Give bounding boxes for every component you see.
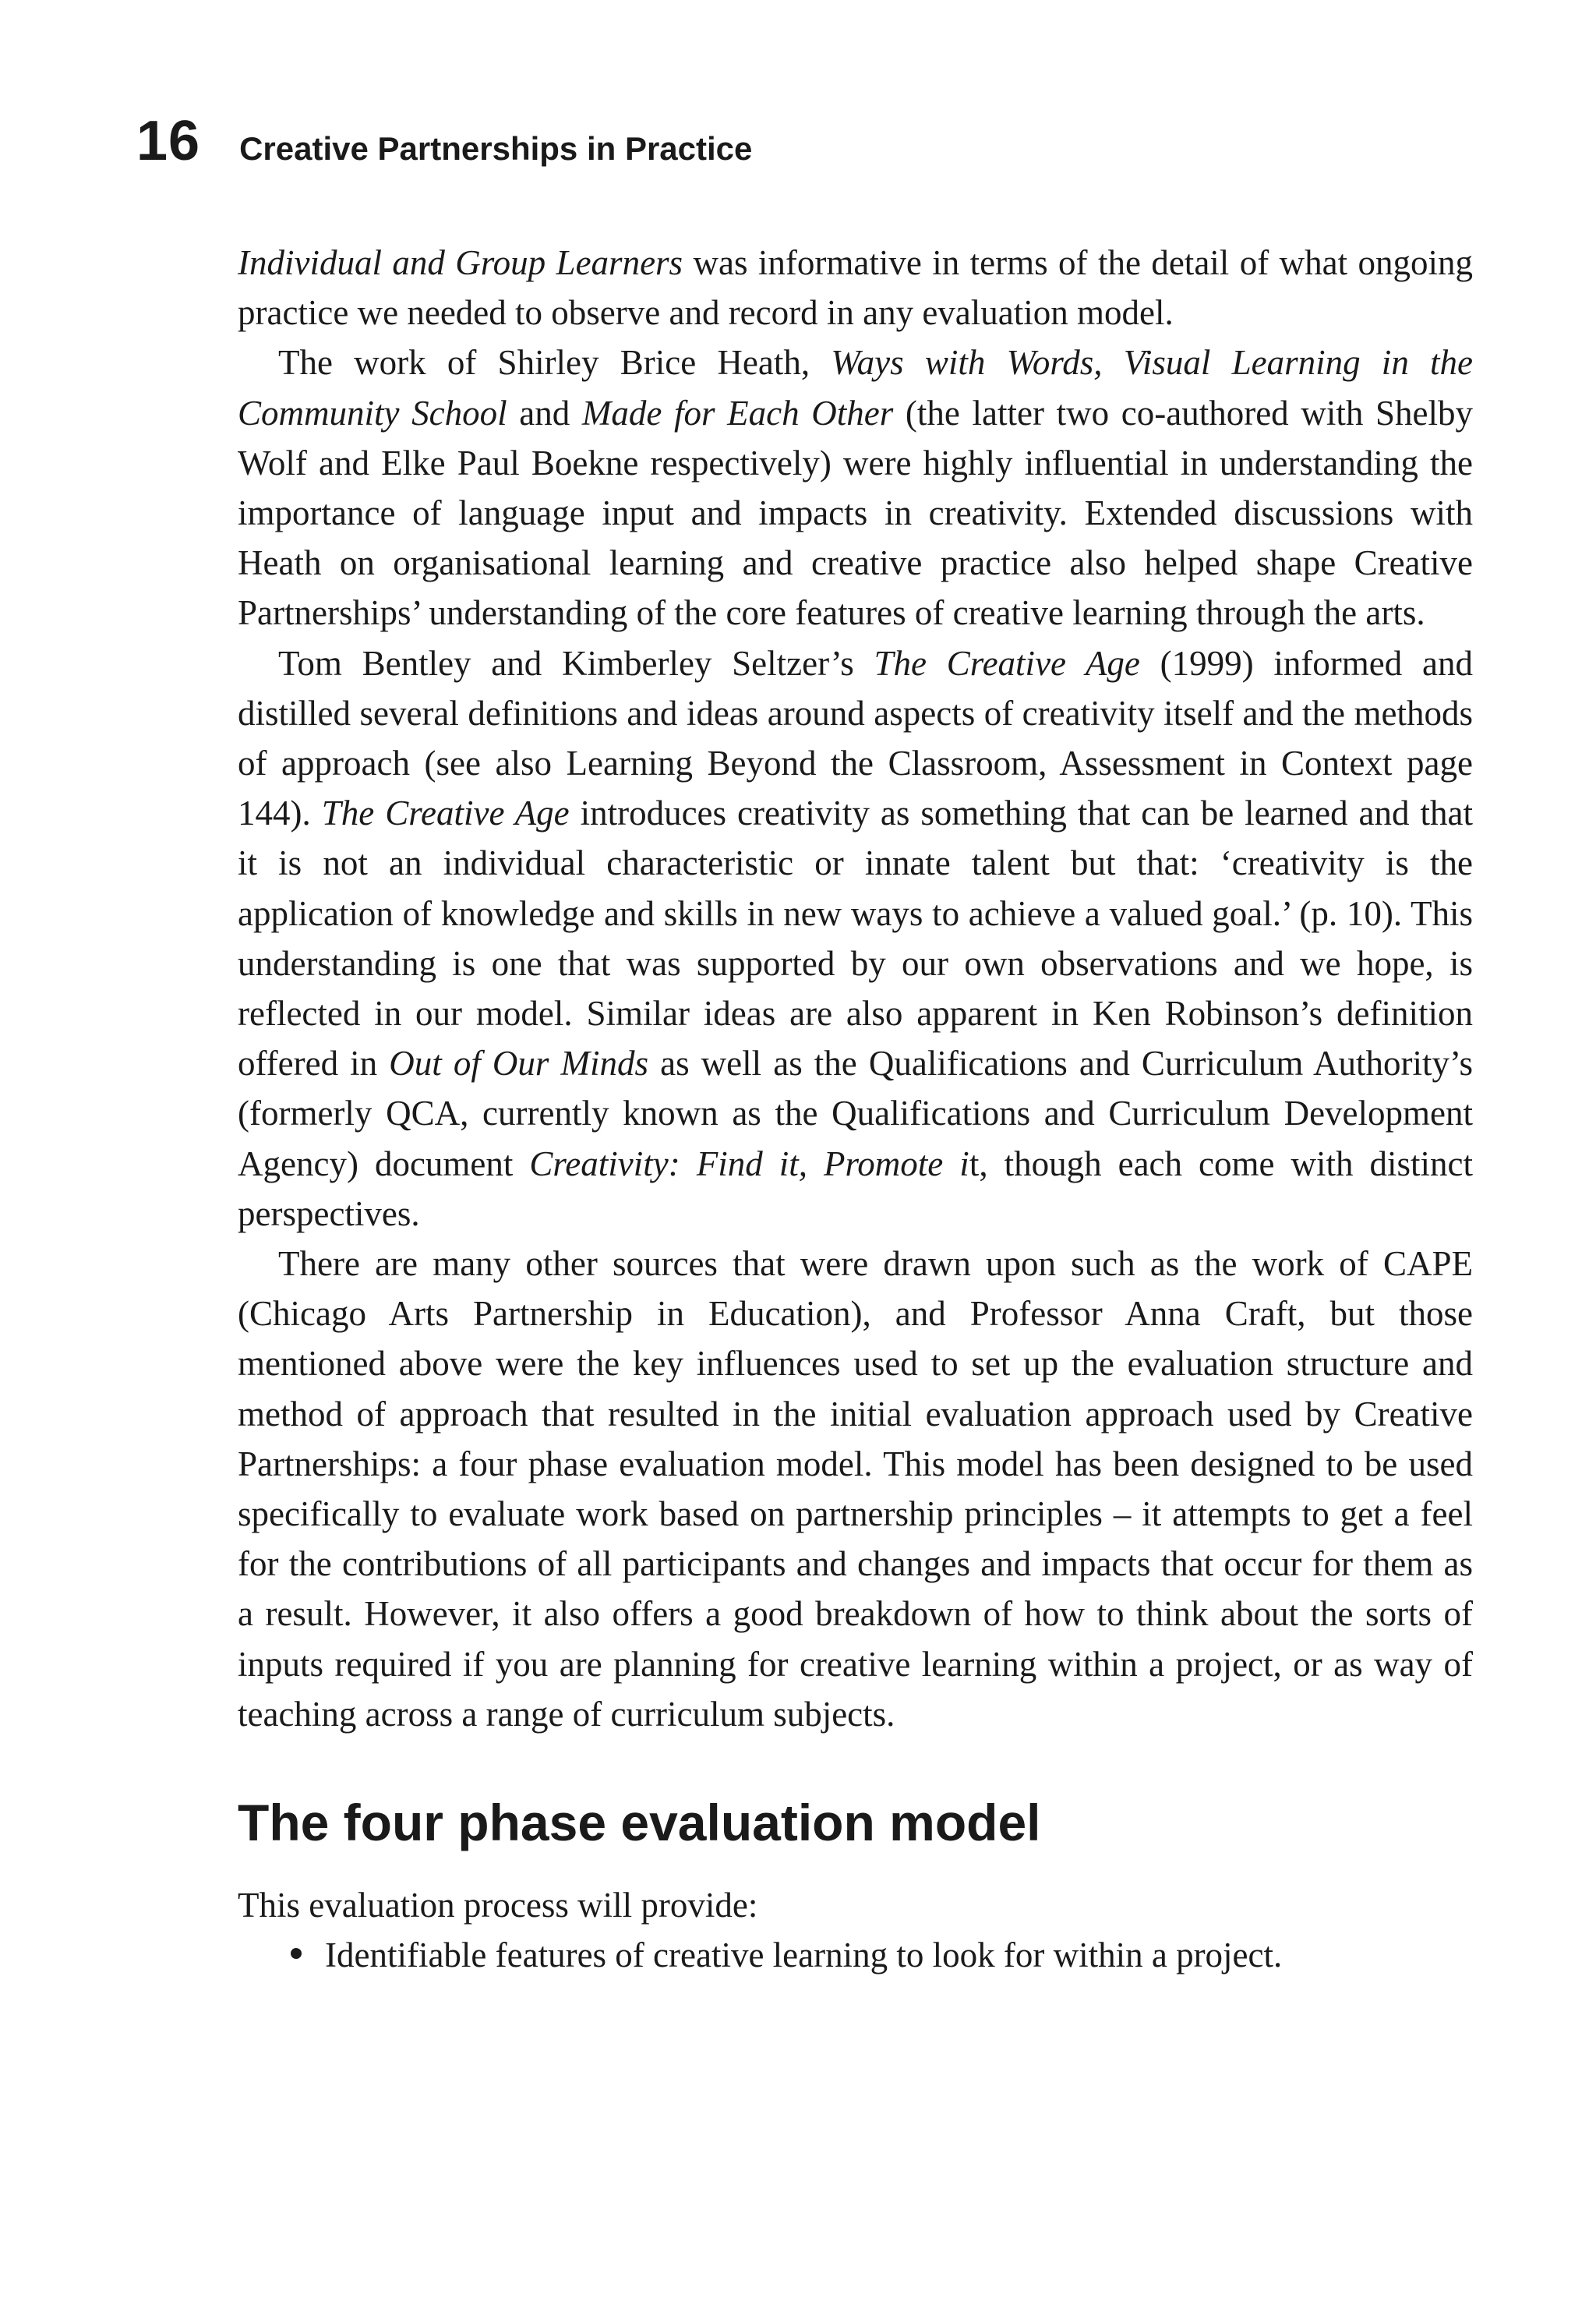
paragraph-3-italic-1: The Creative Age <box>874 643 1140 683</box>
running-header <box>136 109 752 173</box>
paragraph-4-text-1: There are many other sources that were drawn upon such as the work of CAPE (Chicago Arts Partnership in Education), and Professor Anna Craft, but those mentioned above were the key influences used to set up the evaluation structure and method of approach that resulted in the initial evaluation approach used by Creative Partnerships: a four phase evaluation model. This model has been designed to be used specifically to evaluate work based on partnership principles – it attempts to get a feel for the contributions of all participants and changes and impacts that occur for them as a result. However, it also offers a good breakdown of how to think about the sorts of inputs required if you are planning for creative learning within a project, or as way of teaching across a range of curriculum subjects. <box>238 1244 1473 1734</box>
section-intro: This evaluation process will provide: <box>238 1886 758 1925</box>
paragraph-3-text-5: t, though each come with distinct perspectives. <box>238 1144 1474 1233</box>
paragraph-2-italic-2: Made for Each Other <box>581 393 894 433</box>
list-item-text: Identifiable features of creative learning to look for within a project. <box>325 1936 1283 1975</box>
paragraph-3 <box>238 638 1473 1239</box>
paragraph-2-text-3: (the latter two co-authored with Shelby Wolf and Elke Paul Boekne respectively) were highly influential in understanding the importance of language input and impacts in creativity. Extended discussions with Heath on organisational learning and creative practice also helped shape Creative Partnerships’ understanding of the core features of creative learning through the arts. <box>238 393 1473 633</box>
section-heading: The four phase evaluation model <box>238 1794 1041 1852</box>
paragraph-3-text-3: introduces creativity as something that can be learned and that it is not an individual characteristic or innate talent but that: ‘creativity is the application of knowledge and skills in new ways to achieve a valued goal.’ (p. 10). This understanding is one that was supported by our own observations and we hope, is reflected in our model. Similar ideas are also apparent in Ken Robinson’s definition offered in <box>238 794 1473 1084</box>
body-text <box>238 238 1473 1981</box>
paragraph-2-italic-1: Ways with Words, Visual Learning in the Community School <box>238 343 1473 433</box>
paragraph-3-italic-2: The Creative Age <box>321 794 570 833</box>
paragraph-3-text-1: Tom Bentley and Kimberley Seltzer’s <box>278 643 874 683</box>
bullet-list <box>238 1930 1473 1980</box>
paragraph-2-text-2: and <box>507 393 582 433</box>
running-title: Creative Partnerships in Practice <box>239 130 753 167</box>
paragraph-1-text-1: was informative in terms of the detail of what ongoing practice we needed to observe and record in any evaluation model. <box>238 243 1473 333</box>
bullet-icon <box>291 1948 302 1959</box>
paragraph-3-text-2: (1999) informed and distilled several definitions and ideas around aspects of creativity itself and the methods of approach (see also Learning Beyond the Classroom, Assessment in Context page 144). <box>238 643 1473 833</box>
paragraph-3-text-4: as well as the Qualifications and Curriculum Authority’s (formerly QCA, currently known as the Qualifications and Curriculum Development Agency) document <box>238 1044 1474 1183</box>
paragraph-2-text-1: The work of Shirley Brice Heath, <box>278 343 832 383</box>
page-number: 16 <box>136 110 201 172</box>
list-item <box>291 1930 1473 1980</box>
paragraph-3-italic-4: Creativity: Find it, Promote i <box>529 1144 969 1183</box>
paragraph-1-italic-1: Individual and Group Learners <box>238 243 683 282</box>
paragraph-2 <box>238 338 1473 638</box>
paragraph-4 <box>238 1239 1473 1739</box>
paragraph-3-italic-3: Out of Our Minds <box>389 1044 649 1084</box>
paragraph-1 <box>238 238 1473 338</box>
